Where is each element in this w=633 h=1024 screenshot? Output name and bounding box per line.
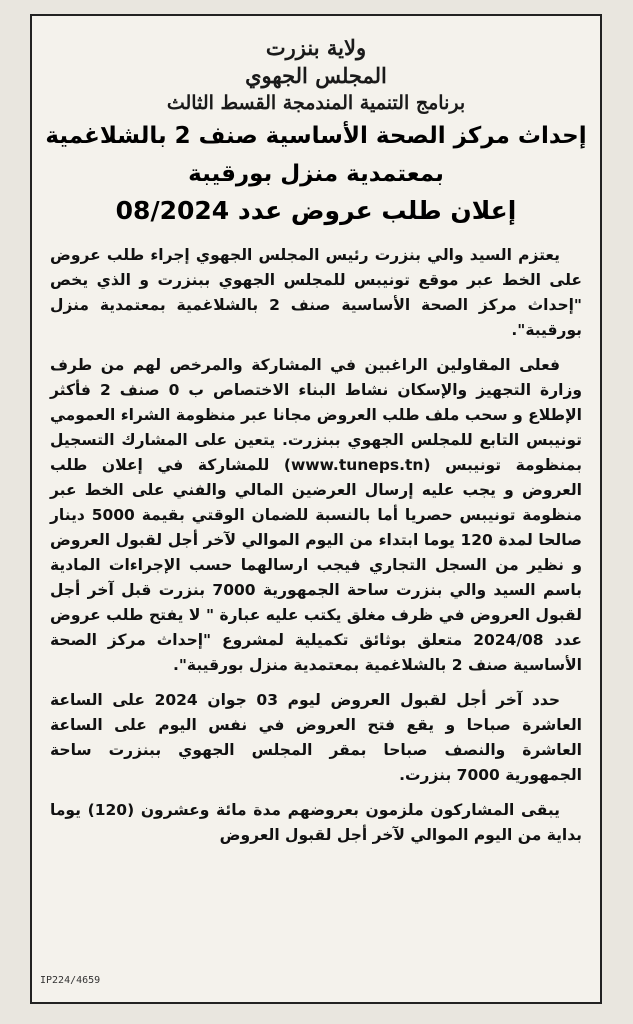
governorate-title: ولاية بنزرت (265, 35, 367, 60)
notice-frame (30, 14, 602, 1004)
reference-code: IP224/4659 (40, 975, 101, 986)
paragraph-validity: يبقى المشاركون ملزمون بعروضهم مدة مائة وعشرون (120) يوما بداية من اليوم الموالي لآخر أجل لقبول العروض (50, 801, 582, 844)
paragraph-conditions: فعلى المقاولين الراغبين في المشاركة والمرخص لهم من طرف وزارة التجهيز والإسكان نشاط البناء الاختصاص ب 0 صنف 2 فأكثر الإطلاع و سحب ملف طلب العروض مجانا عبر منظومة الشراء العمومي تونيبس التابع للمجلس الجهوي ببنزرت. يتعين على المشارك التسجيل بمنظومة تونيبس (www.tuneps.tn) للمشاركة في إعلان طلب العروض و يجب عليه إرسال العرضين المالي والفني على الخط عبر منظومة تونيبس حصريا أما بالنسبة للضمان الوقتي بقيمة 5000 دينار صالحا لمدة 120 يوما ابتداء من اليوم الموالي لآخر أجل لقبول العروض و نظير من السجل التجاري فيجب ارسالهما حسب الإجراءات المادية باسم السيد والي بنزرت ساحة الجمهورية 7000 بنزرت قبل آخر أجل لقبول العروض في ظرف مغلق يكتب عليه عبارة " لا يفتح طلب عروض عدد 2024/08 متعلق بوثائق تكميلية لمشروع "إحداث مركز الصحة الأساسية صنف 2 بالشلاغمية بمعتمدية منزل بورقيبة". (50, 356, 583, 674)
notice-header (32, 16, 600, 229)
paragraph-deadline: حدد آخر أجل لقبول العروض ليوم 03 جوان 2024 على الساعة العاشرة صباحا و يقع فتح العروض في نفس اليوم على الساعة العاشرة والنصف صباحا بمقر المجلس الجهوي ببنزرت ساحة الجمهورية 7000 بنزرت. (50, 691, 582, 784)
tender-announcement: إعلان طلب عروض عدد 08/2024 (115, 196, 517, 225)
paragraph-intro: يعتزم السيد والي بنزرت رئيس المجلس الجهوي إجراء طلب عروض على الخط عبر موقع تونيبس للمجلس الجهوي ببنزرت و الذي يخص "إحداث مركز الصحة الأساسية صنف 2 بالشلاغمية بمعتمدية منزل بورقيبة". (50, 246, 583, 339)
notice-body (50, 243, 582, 848)
project-title: إحداث مركز الصحة الأساسية صنف 2 بالشلاغمية بمعتمدية منزل بورقيبة (45, 123, 587, 187)
council-title: المجلس الجهوي (245, 63, 387, 88)
program-title: برنامج التنمية المندمجة القسط الثالث (166, 92, 466, 114)
